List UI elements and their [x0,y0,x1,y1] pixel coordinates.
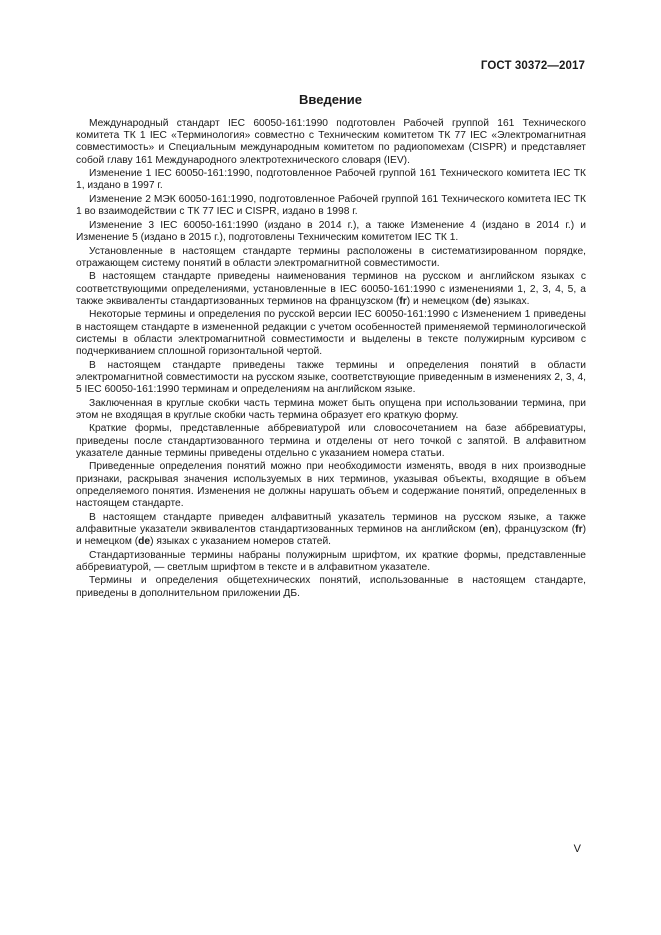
paragraph: Термины и определения общетехнических понятий, использованные в настоящем стандарте, приведены в дополнительном приложении ДБ. [76,575,586,599]
paragraph-text: ) языках. [487,295,530,307]
paragraph-text: ) и немецком ( [76,523,586,547]
paragraph-text: В настоящем стандарте приведен алфавитный указатель терминов на русском языке, а также алфавитные указатели эквивалентов стандартизованных терминов на английском ( [76,511,586,535]
standard-code: ГОСТ 30372—2017 [480,60,585,72]
paragraph-text: ) и немецком ( [406,295,476,307]
paragraph: Стандартизованные термины набраны полужирным шрифтом, их краткие формы, представленные аббревиатурой, — светлым шрифтом в тексте и в алфавитном указателе. [76,549,586,573]
language-code-en: en [482,523,495,535]
paragraph-text: ) языках с указанием номеров статей. [150,536,332,547]
paragraph: Краткие формы, представленные аббревиатурой или словосочетанием на базе аббревиатуры, приведены после стандартизованного термина и отделены от него точкой с запятой. В алфавитном указателе данные термины приведены отдельно с указанием номера статьи. [76,423,586,459]
language-code-fr: fr [399,295,407,307]
paragraph [76,271,586,308]
paragraph: Международный стандарт IEC 60050-161:1990 подготовлен Рабочей группой 161 Технического комитета ТК 1 IEC «Терминология» совместно с Техническим комитетом ТК 77 IEC «Электромагнитная совместимость» и Специальным международным комитетом по радиопомехам (CISPR) и представляет собой главу 161 Международного электротехнического словаря (IEV). [76,118,586,166]
paragraph: В настоящем стандарте приведены также термины и определения понятий в области электромагнитной совместимости на русском языке, соответствующие приведенным в изменениях 2, 3, 4, 5 IEC 60050-161:1990 терминам и определениям на английском языке. [76,359,586,395]
page-title: Введение [299,92,362,107]
paragraph: Приведенные определения понятий можно при необходимости изменять, вводя в них производные признаки, раскрывая значения используемых в них терминов, указывая объекты, входящие в объем определяемого понятия. Изменения не должны нарушать объем и содержание понятий, определенных в настоящем стандарте. [76,461,586,509]
paragraph: Некоторые термины и определения по русской версии IEC 60050-161:1990 с Изменением 1 приведены в настоящем стандарте в измененной редакции с учетом особенностей применяемой терминологической системы в области электромагнитной совместимости и выделены в тексте полужирным курсивом с подчеркиванием сплошной горизонтальной чертой. [76,309,586,357]
paragraph: Изменение 3 IEC 60050-161:1990 (издано в 2014 г.), а также Изменение 4 (издано в 2014 г.) и Изменение 5 (издано в 2015 г.), подготовлены Техническим комитетом IEC ТК 1. [76,219,586,243]
paragraph: Изменение 2 МЭК 60050-161:1990, подготовленное Рабочей группой 161 Технического комитета IEC ТК 1 во взаимодействии с ТК 77 IEC и CISPR, издано в 1998 г. [76,194,586,218]
paragraph: Установленные в настоящем стандарте термины расположены в систематизированном порядке, отражающем систему понятий в области электромагнитной совместимости. [76,245,586,269]
paragraph: Заключенная в круглые скобки часть термина может быть опущена при использовании термина, при этом не входящая в круглые скобки часть термина образует его краткую форму. [76,397,586,421]
language-code-de: de [475,295,488,307]
language-code-de: de [138,536,151,547]
paragraph-text: ), французском ( [494,523,576,535]
page-number: V [573,843,581,855]
paragraph [76,512,586,549]
paragraph-text: В настоящем стандарте приведены наименования терминов на русском и английском языках с соответствующими определениями, установленные в IEC 60050-161:1990 с изменениями 1, 2, 3, 4, 5, а также эквиваленты стандартизованных терминов на французском ( [76,271,586,307]
introduction-text [76,118,586,601]
language-code-fr: fr [575,523,583,535]
paragraph: Изменение 1 IEC 60050-161:1990, подготовленное Рабочей группой 161 Технического комитета IEC ТК 1, издано в 1997 г. [76,168,586,192]
